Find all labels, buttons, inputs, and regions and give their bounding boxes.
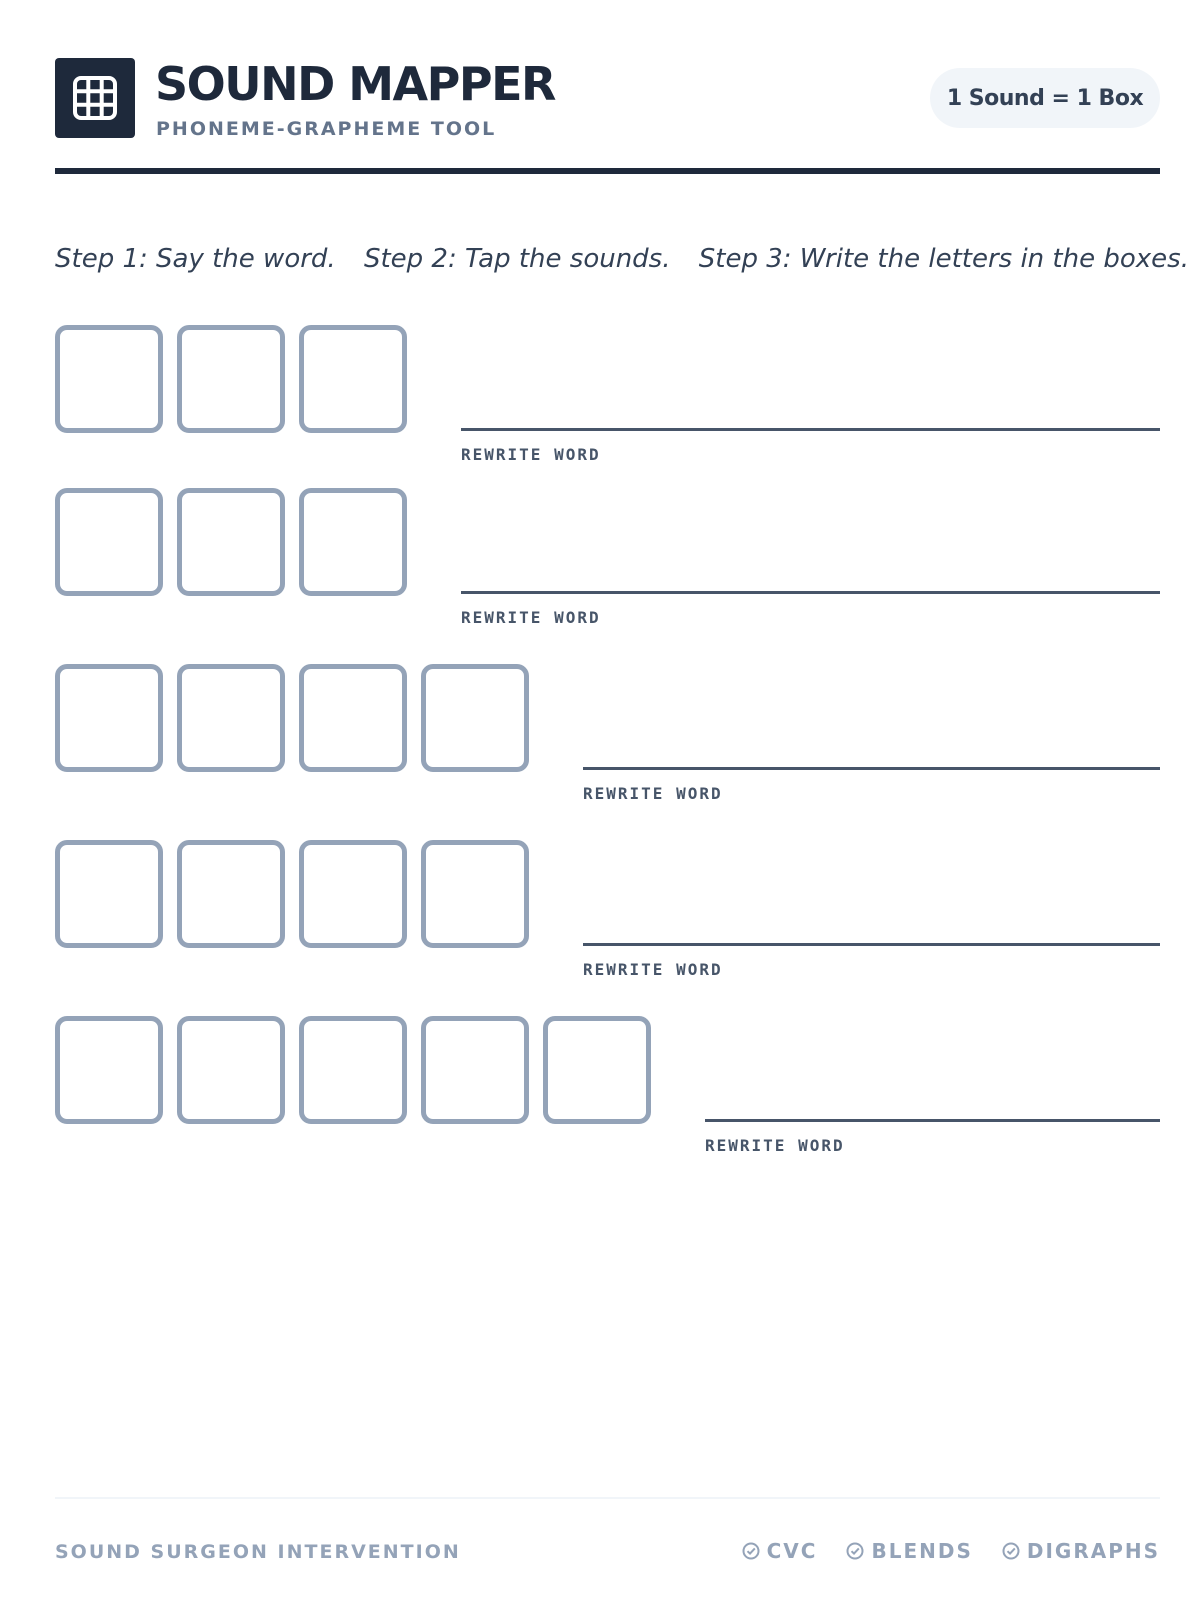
footer-tag-label: CVC bbox=[766, 1539, 818, 1563]
sound-box[interactable] bbox=[299, 1016, 407, 1124]
instruction-step-2: Step 2: Tap the sounds. bbox=[363, 244, 671, 274]
rewrite-label: REWRITE WORD bbox=[461, 445, 601, 464]
sound-box[interactable] bbox=[55, 1016, 163, 1124]
page-title: SOUND MAPPER bbox=[155, 57, 555, 111]
instructions bbox=[55, 244, 1189, 274]
worksheet-page bbox=[55, 0, 1189, 1600]
sound-box[interactable] bbox=[55, 840, 163, 948]
footer-tag-digraphs bbox=[1001, 1539, 1160, 1563]
rewrite-line[interactable] bbox=[705, 1119, 1160, 1122]
header-divider bbox=[55, 168, 1160, 174]
rewrite-line[interactable] bbox=[583, 767, 1160, 770]
sound-box[interactable] bbox=[55, 488, 163, 596]
rewrite-label: REWRITE WORD bbox=[461, 608, 601, 627]
sound-box[interactable] bbox=[55, 664, 163, 772]
rewrite-label: REWRITE WORD bbox=[583, 960, 723, 979]
sound-box[interactable] bbox=[177, 488, 285, 596]
sound-box[interactable] bbox=[177, 840, 285, 948]
sound-box[interactable] bbox=[421, 840, 529, 948]
check-circle-icon bbox=[1001, 1541, 1021, 1561]
rewrite-line[interactable] bbox=[583, 943, 1160, 946]
check-circle-icon bbox=[845, 1541, 865, 1561]
check-circle-icon bbox=[741, 1541, 761, 1561]
footer-tag-label: DIGRAPHS bbox=[1026, 1539, 1160, 1563]
header bbox=[55, 58, 1160, 142]
word-row bbox=[55, 1016, 1160, 1156]
instruction-step-1: Step 1: Say the word. bbox=[55, 244, 336, 274]
rewrite-label: REWRITE WORD bbox=[583, 784, 723, 803]
rewrite-label: REWRITE WORD bbox=[705, 1136, 845, 1155]
sound-box[interactable] bbox=[55, 325, 163, 433]
sound-box[interactable] bbox=[421, 1016, 529, 1124]
sound-box[interactable] bbox=[177, 325, 285, 433]
footer-divider bbox=[55, 1497, 1160, 1499]
page-subtitle: PHONEME-GRAPHEME TOOL bbox=[156, 118, 497, 140]
sound-box[interactable] bbox=[299, 325, 407, 433]
rewrite-line[interactable] bbox=[461, 428, 1160, 431]
sound-box[interactable] bbox=[299, 840, 407, 948]
grid-icon bbox=[72, 75, 118, 121]
footer-tag-label: BLENDS bbox=[871, 1539, 973, 1563]
word-row bbox=[55, 664, 1160, 804]
footer-tag-blends bbox=[845, 1539, 972, 1563]
sound-box[interactable] bbox=[177, 664, 285, 772]
rule-badge: 1 Sound = 1 Box bbox=[930, 68, 1160, 128]
word-row bbox=[55, 488, 1160, 628]
sound-box[interactable] bbox=[421, 664, 529, 772]
rewrite-line[interactable] bbox=[461, 591, 1160, 594]
footer-tags bbox=[741, 1539, 1160, 1563]
word-row bbox=[55, 840, 1160, 980]
sound-box[interactable] bbox=[543, 1016, 651, 1124]
sound-box[interactable] bbox=[299, 488, 407, 596]
sound-box[interactable] bbox=[299, 664, 407, 772]
footer-program: SOUND SURGEON INTERVENTION bbox=[55, 1541, 461, 1563]
sound-box[interactable] bbox=[177, 1016, 285, 1124]
footer-tag-cvc bbox=[741, 1539, 818, 1563]
logo bbox=[55, 58, 135, 138]
instruction-step-3: Step 3: Write the letters in the boxes. bbox=[698, 244, 1189, 274]
word-row bbox=[55, 325, 1160, 465]
